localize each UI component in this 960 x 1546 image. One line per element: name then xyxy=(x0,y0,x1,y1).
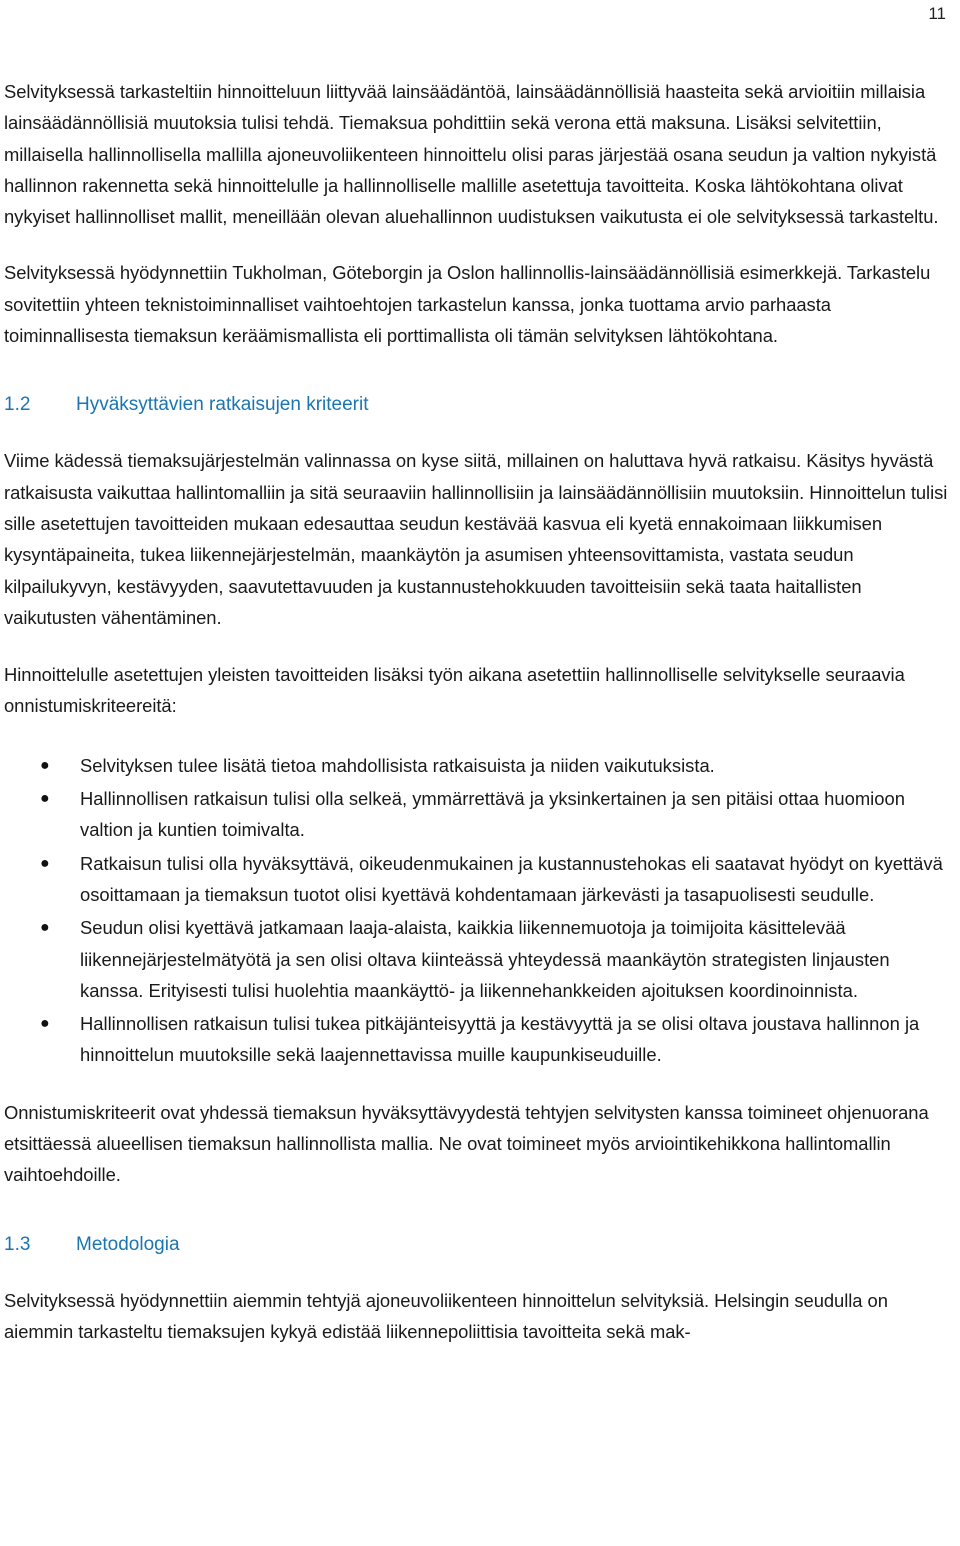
list-item xyxy=(4,1008,958,1071)
paragraph-criteria-usage: Onnistumiskriteerit ovat yhdessä tiemaksun hyväksyttävyydestä tehtyjen selvitysten kanssa toimineet ohjenuorana etsittäessä alueellisen tiemaksun hallinnollista mallia. Ne ovat toimineet myös arviointikehikkona hallintomallin vaihtoehdoille. xyxy=(4,1101,929,1186)
section-title: Metodologia xyxy=(76,1233,180,1255)
success-criteria-list xyxy=(4,750,958,1071)
bullet-icon: ● xyxy=(40,790,50,808)
list-item-text: Ratkaisun tulisi olla hyväksyttävä, oikeudenmukainen ja kustannustehokas eli saatavat hyödyt on kyettävä osoittamaan ja tiemaksun tuotot olisi kyettävä kohdentamaan järkevästi ja tasapuolisesti seudulle. xyxy=(80,852,943,905)
bullet-icon: ● xyxy=(40,919,50,937)
list-item-text: Hallinnollisen ratkaisun tulisi olla selkeä, ymmärrettävä ja yksinkertainen ja sen pitäisi ottaa huomioon valtion ja kuntien toimivalta. xyxy=(80,788,905,841)
paragraph-examples: Selvityksessä hyödynnettiin Tukholman, Göteborgin ja Oslon hallinnollis-lainsäädännöllisiä esimerkkejä. Tarkastelu sovitettiin yhteen teknistoiminnalliset vaihtoehtojen tarkastelun kanssa, jonka tuottama arvio parhaasta toiminnallisesta tiemaksun keräämismallista eli porttimallista oli tämän selvityksen lähtökohtana. xyxy=(4,262,931,347)
section-number: 1.3 xyxy=(4,1233,31,1255)
list-item-text: Selvityksen tulee lisätä tietoa mahdollisista ratkaisuista ja niiden vaikutuksista. xyxy=(80,754,715,776)
bullet-icon: ● xyxy=(40,854,50,872)
bullet-icon: ● xyxy=(40,1015,50,1033)
paragraph-criteria-intro: Hinnoittelulle asetettujen yleisten tavoitteiden lisäksi työn aikana asetettiin hallinnolliselle selvitykselle seuraavia onnistumiskriteereitä: xyxy=(4,664,905,717)
paragraph-good-solution: Viime kädessä tiemaksujärjestelmän valinnassa on kyse siitä, millainen on haluttava hyvä ratkaisu. Käsitys hyvästä ratkaisusta vaikuttaa hallintomalliin ja sitä seuraaviin hallinnollisiin ja lainsäädännöllisiin muutoksiin. Hinnoittelun tulisi sille asetettujen tavoitteiden mukaan edesauttaa seudun kestävää kasvua eli kyetä ennakoimaan liikkumisen kysyntäpaineita, tukea liikennejärjestelmän, maankäytön ja asumisen yhteensovittamista, vastata seudun kilpailukyvyn, kestävyyden, saavutettavuuden ja kustannustehokkuuden tavoitteisiin sekä taata haitallisten vaikutusten vähentäminen. xyxy=(4,450,948,628)
list-item xyxy=(4,750,958,781)
section-number: 1.2 xyxy=(4,394,31,416)
section-heading-1-3 xyxy=(4,1229,958,1260)
paragraph-scope: Selvityksessä tarkasteltiin hinnoitteluun liittyvää lainsäädäntöä, lainsäädännöllisiä haasteita sekä arvioitiin millaisia lainsäädännöllisiä muutoksia tulisi tehdä. Tiemaksua pohdittiin sekä verona että maksuna. Lisäksi selvitettiin, millaisella hallinnollisella mallilla ajoneuvoliikenteen hinnoittelu olisi paras järjestää osana seudun ja valtion nykyistä hallinnon rakennetta sekä hinnoittelulle ja hallinnolliselle mallille asetettuja tavoitteita. Koska lähtökohtana olivat nykyiset hallinnolliset mallit, meneillään olevan aluehallinnon uudistuksen vaikutusta ei ole selvityksessä tarkasteltu. xyxy=(4,81,939,228)
paragraph-methodology: Selvityksessä hyödynnettiin aiemmin tehtyjä ajoneuvoliikenteen hinnoittelun selvityksiä. Helsingin seudulla on aiemmin tarkasteltu tiemaksujen kykyä edistää liikennepoliittisia tavoitteita sekä mak- xyxy=(4,1289,888,1342)
list-item-text: Seudun olisi kyettävä jatkamaan laaja-alaista, kaikkia liikennemuotoja ja toimijoita käsittelevää liikennejärjestelmätyötä ja sen olisi oltava kiinteässä yhteydessä maankäytön strategisten linjausten kanssa. Erityisesti tulisi huolehtia maankäyttö- ja liikennehankkeiden ajoituksen koordinoinnista. xyxy=(80,917,890,1001)
list-item xyxy=(4,912,958,1006)
document-body xyxy=(4,76,958,1373)
list-item-text: Hallinnollisen ratkaisun tulisi tukea pitkäjänteisyyttä ja kestävyyttä ja se olisi oltava joustava hallinnon ja hinnoittelun muutoksille sekä laajennettavissa muille kaupunkiseuduille. xyxy=(80,1013,920,1066)
bullet-icon: ● xyxy=(40,756,50,774)
list-item xyxy=(4,848,958,911)
section-title: Hyväksyttävien ratkaisujen kriteerit xyxy=(76,394,369,416)
section-heading-1-2 xyxy=(4,389,958,420)
page-number: 11 xyxy=(928,4,946,23)
list-item xyxy=(4,783,958,846)
